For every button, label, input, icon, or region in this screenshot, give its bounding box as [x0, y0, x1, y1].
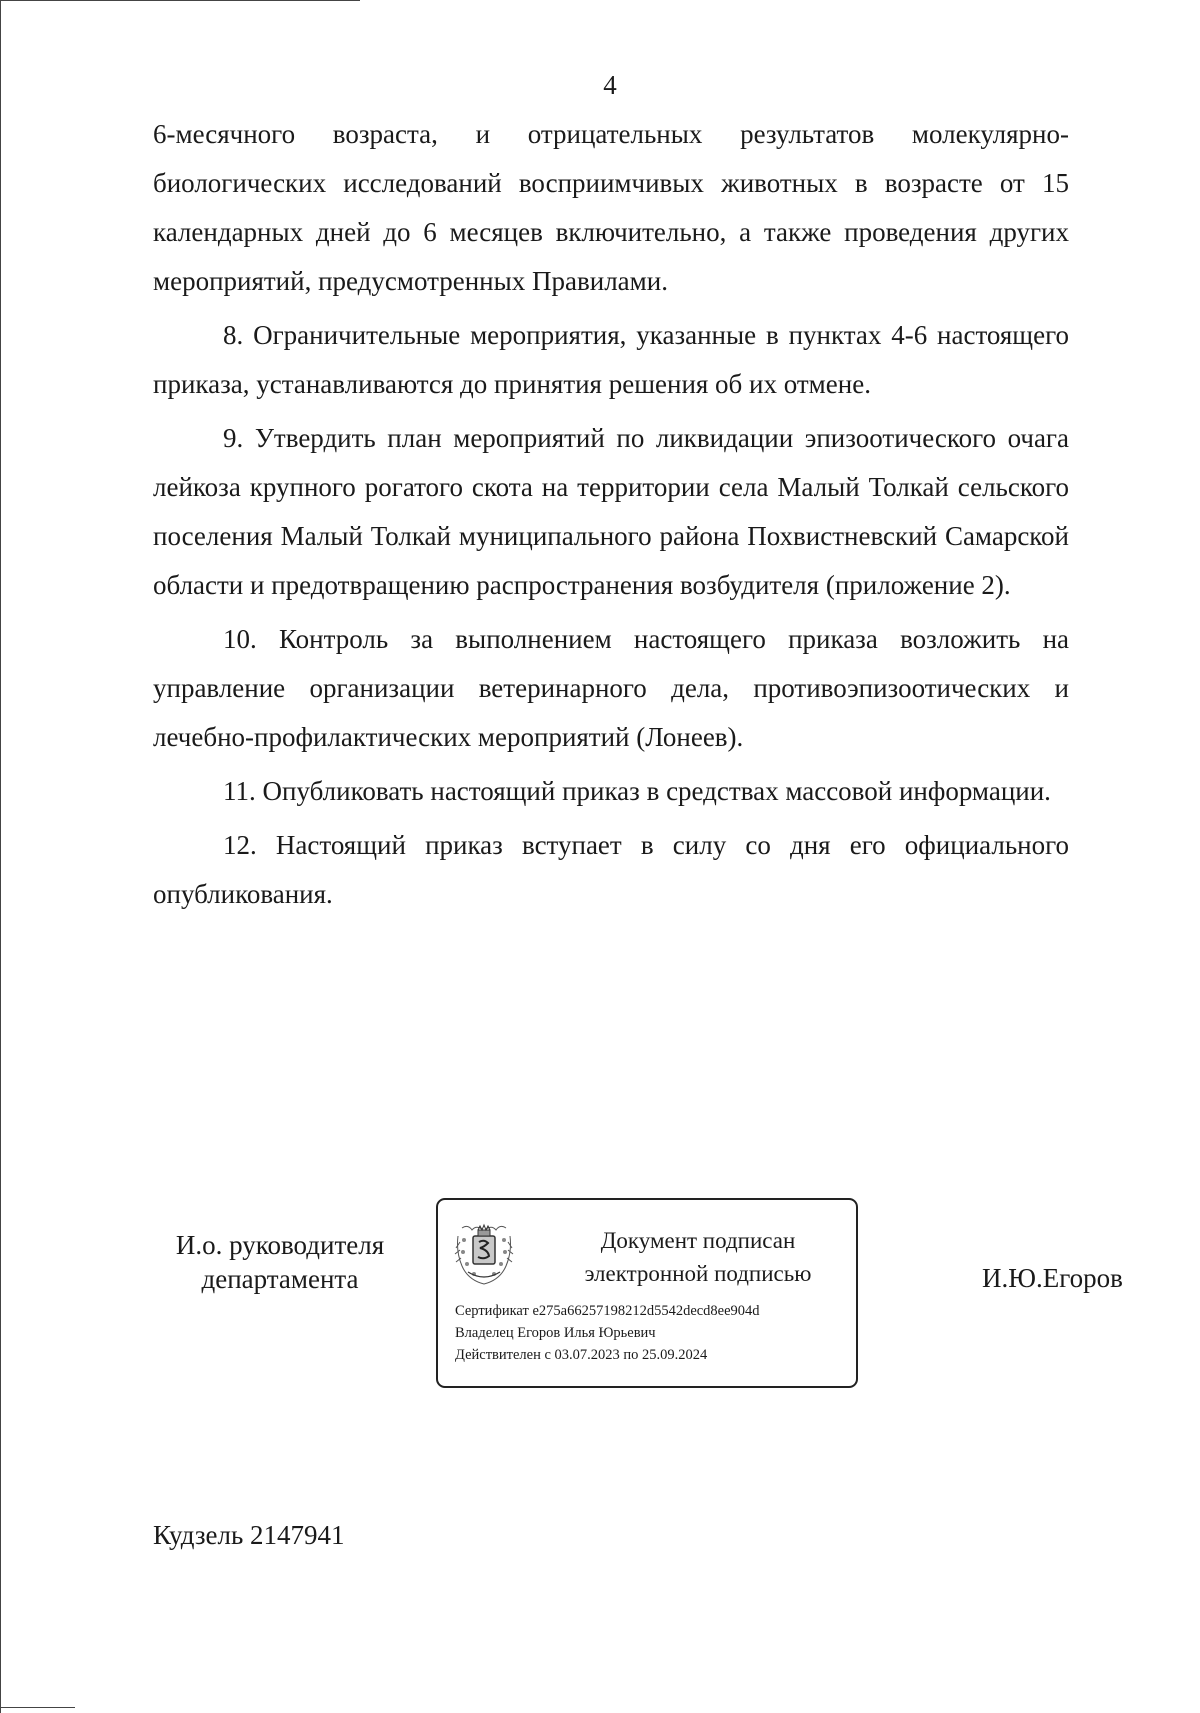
- signatory-position-line2: департамента: [201, 1264, 359, 1294]
- scan-edge-left: [0, 0, 1, 1713]
- signatory-position: [160, 1228, 400, 1296]
- stamp-title-line2: электронной подписью: [584, 1261, 812, 1286]
- document-body: [153, 110, 1069, 924]
- stamp-title: [546, 1224, 850, 1290]
- stamp-details: [455, 1300, 855, 1366]
- scan-edge-bottom: [0, 1707, 75, 1708]
- paragraph-item-9: 9. Утвердить план мероприятий по ликвидации эпизоотического очага лейкоза крупного рогатого скота на территории села Малый Толкай сельского поселения Малый Толкай муниципального района Похвистневский Самарской области и предотвращению распространения возбудителя (приложение 2).: [153, 423, 1069, 600]
- signatory-name: И.Ю.Егоров: [982, 1263, 1123, 1293]
- executor-note: Кудзель 2147941: [153, 1520, 345, 1550]
- paragraph-continuation: 6-месячного возраста, и отрицательных результатов молекулярно-биологических исследований восприимчивых животных в возрасте от 15 календарных дней до 6 месяцев включительно, а также проведения других мероприятий, предусмотренных Правилами.: [153, 119, 1069, 296]
- stamp-title-line1: Документ подписан: [600, 1228, 796, 1253]
- scan-edge-top: [0, 0, 360, 1]
- paragraph-item-10: 10. Контроль за выполнением настоящего приказа возложить на управление организации ветеринарного дела, противоэпизоотических и лечебно-профилактических мероприятий (Лонеев).: [153, 624, 1069, 752]
- electronic-signature-stamp: [436, 1198, 858, 1388]
- paragraph-item-11: 11. Опубликовать настоящий приказ в средствах массовой информации.: [223, 776, 1051, 806]
- page-number: 4: [603, 70, 617, 100]
- stamp-certificate: Сертификат e275a66257198212d5542decd8ee904d: [455, 1303, 760, 1319]
- paragraph-item-8: 8. Ограничительные мероприятия, указанные в пунктах 4-6 настоящего приказа, устанавливаются до принятия решения об их отмене.: [153, 320, 1069, 399]
- paragraph-item-12: 12. Настоящий приказ вступает в силу со дня его официального опубликования.: [153, 830, 1069, 909]
- coat-of-arms-icon: [454, 1222, 514, 1286]
- stamp-owner: Владелец Егоров Илья Юрьевич: [455, 1325, 656, 1341]
- stamp-validity: Действителен с 03.07.2023 по 25.09.2024: [455, 1347, 708, 1363]
- signatory-position-line1: И.о. руководителя: [175, 1230, 385, 1260]
